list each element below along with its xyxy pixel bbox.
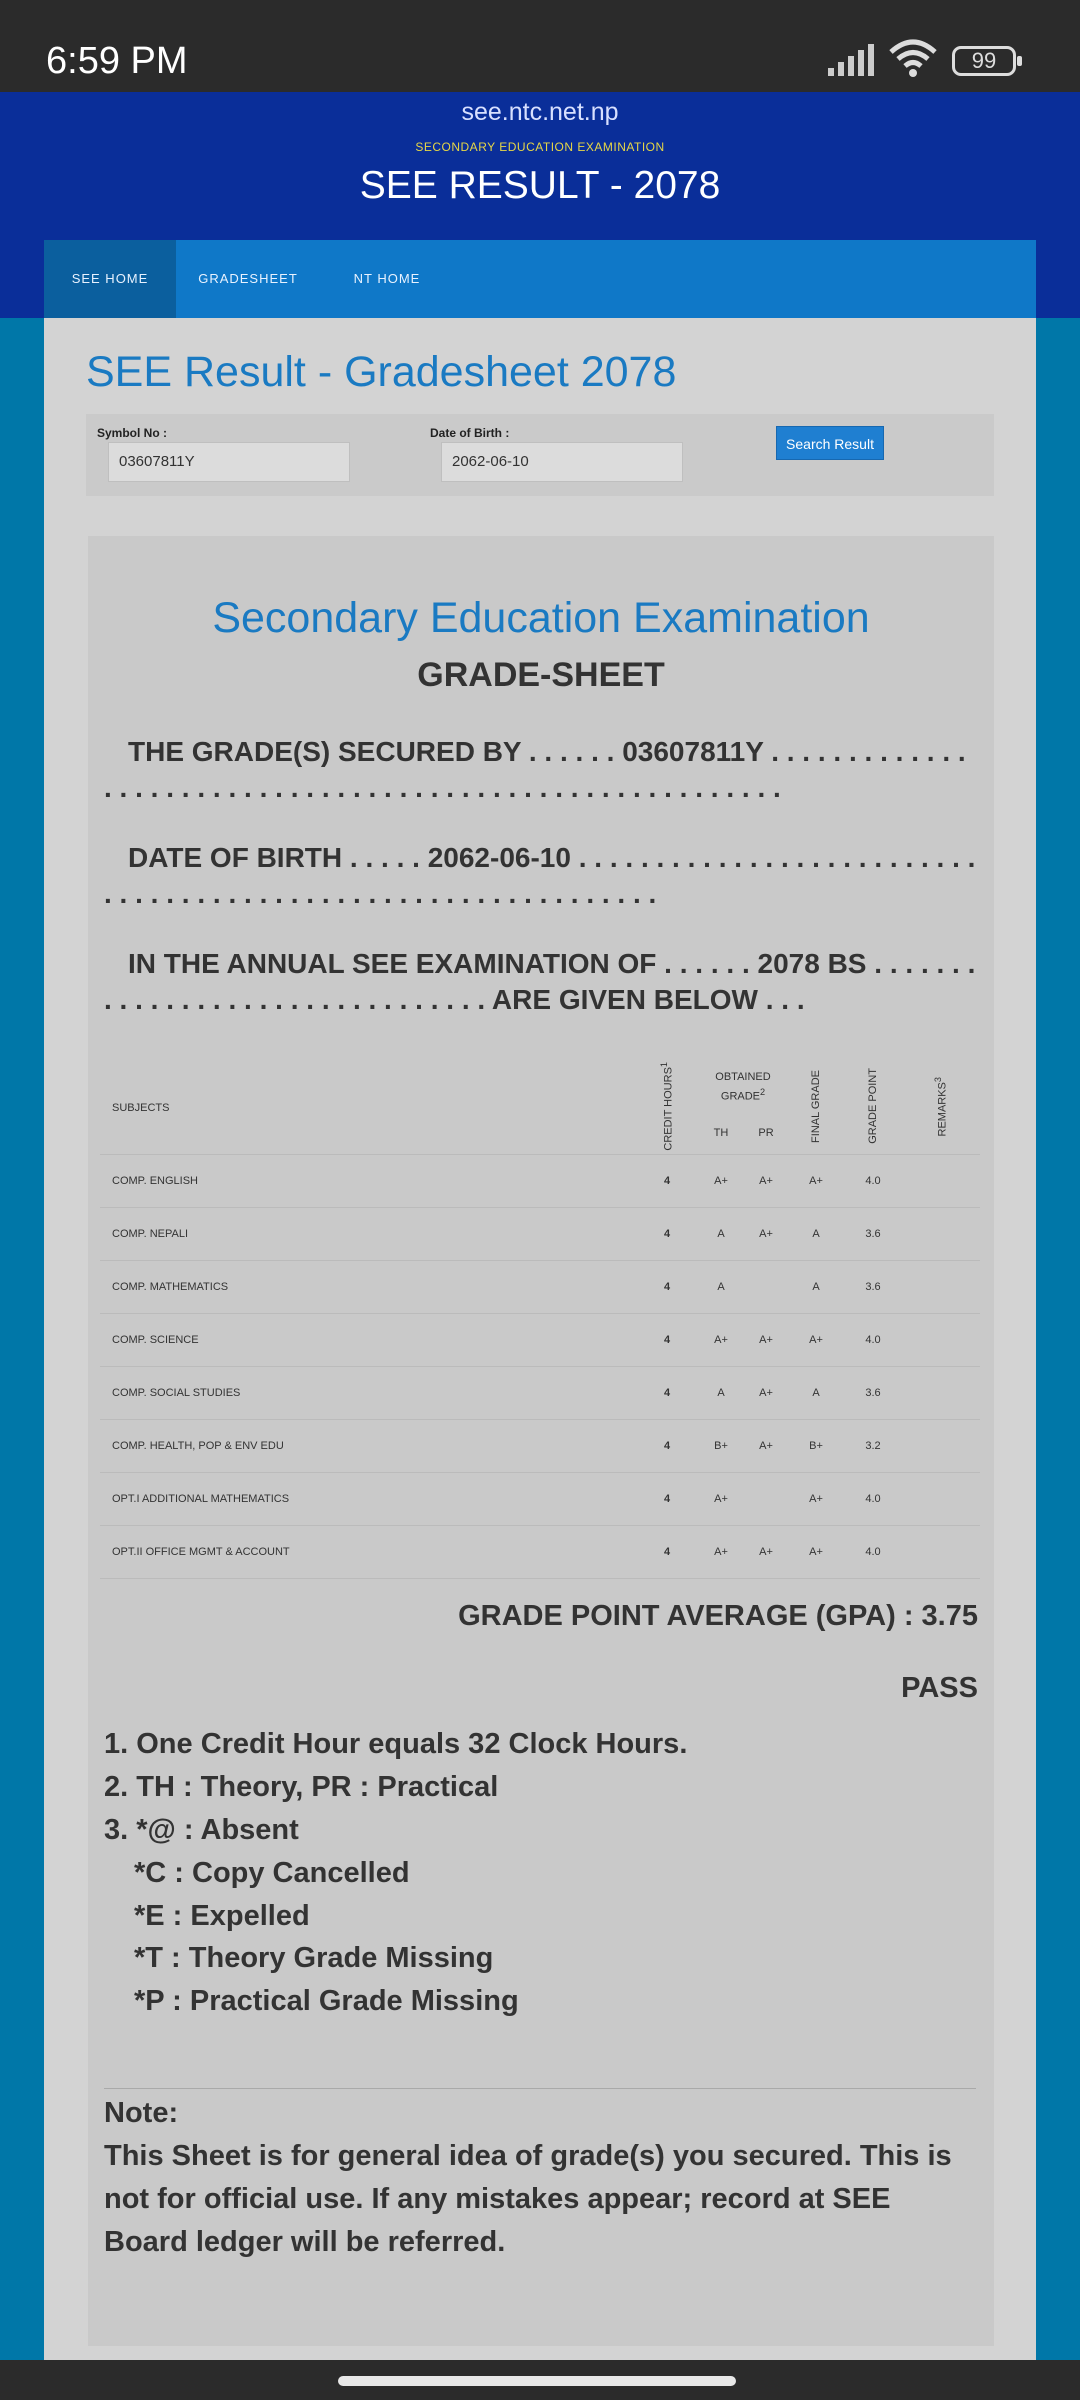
col-remarks: REMARKS$^3$ (902, 1062, 980, 1154)
remarks (902, 1366, 980, 1419)
table-row (100, 1525, 980, 1578)
grade-th: A (698, 1207, 744, 1260)
credit-hours: 4 (636, 1525, 698, 1578)
legend-item: 2. TH : Theory, PR : Practical (104, 1771, 499, 1803)
battery-icon: 99 (952, 46, 1016, 76)
final-grade: A+ (788, 1525, 844, 1578)
secured-by-line: THE GRADE(S) SECURED BY . . . . . . 03607811Y . . . . . . . . . . . . . . . . . . . . . . . . . . . . . . . . . . . . . . . . . . . . . . . . . . . . . . . . . (104, 736, 966, 803)
divider (104, 2088, 976, 2089)
table-row (100, 1154, 980, 1207)
grade-th: A+ (698, 1313, 744, 1366)
symbol-input[interactable]: 03607811Y (108, 442, 350, 482)
grade-th: A+ (698, 1154, 744, 1207)
subject-name: COMP. ENGLISH (100, 1154, 636, 1207)
subject-name: OPT.II OFFICE MGMT & ACCOUNT (100, 1525, 636, 1578)
sheet-subtitle: GRADE-SHEET (417, 656, 665, 694)
credit-hours: 4 (636, 1419, 698, 1472)
dob-line: DATE OF BIRTH . . . . . 2062-06-10 . . . . . . . . . . . . . . . . . . . . . . . . . . . . . . . . . . . . . . . . . . . . . . . . . . . . . . . . . . . . . . (104, 842, 976, 909)
table-row (100, 1207, 980, 1260)
credit-hours: 4 (636, 1207, 698, 1260)
grade-point: 4.0 (844, 1472, 902, 1525)
note-text: This Sheet is for general idea of grade(s) you secured. This is not for official use. If any mistakes appear; record at SEE Board ledger will be referred. (104, 2140, 952, 2258)
remarks (902, 1419, 980, 1472)
dob-input[interactable]: 2062-06-10 (441, 442, 683, 482)
sheet-title: Secondary Education Examination (212, 594, 870, 642)
legend-item: *E : Expelled (134, 1900, 310, 1932)
grade-th: A (698, 1260, 744, 1313)
grade-point: 3.2 (844, 1419, 902, 1472)
credit-hours: 4 (636, 1260, 698, 1313)
table-row (100, 1313, 980, 1366)
system-nav-bar (0, 2360, 1080, 2400)
final-grade: A (788, 1207, 844, 1260)
status-time: 6:59 PM (46, 40, 188, 82)
subject-name: COMP. SOCIAL STUDIES (100, 1366, 636, 1419)
final-grade: A+ (788, 1472, 844, 1525)
grade-th: A+ (698, 1472, 744, 1525)
header-subtitle: SECONDARY EDUCATION EXAMINATION (415, 140, 665, 154)
col-pr: PR (744, 1112, 788, 1154)
legend-item: *P : Practical Grade Missing (134, 1985, 519, 2017)
grade-th: A+ (698, 1525, 744, 1578)
remarks (902, 1313, 980, 1366)
dob-label: Date of Birth : (430, 426, 510, 440)
subject-name: COMP. NEPALI (100, 1207, 636, 1260)
remarks (902, 1525, 980, 1578)
table-row (100, 1419, 980, 1472)
credit-hours: 4 (636, 1313, 698, 1366)
legend-item: 3. *@ : Absent (104, 1814, 299, 1846)
header-title: SEE RESULT - 2078 (359, 164, 721, 207)
credit-hours: 4 (636, 1366, 698, 1419)
grade-point: 3.6 (844, 1207, 902, 1260)
subject-name: COMP. SCIENCE (100, 1313, 636, 1366)
grade-point: 3.6 (844, 1260, 902, 1313)
subject-name: OPT.I ADDITIONAL MATHEMATICS (100, 1472, 636, 1525)
nav-gradesheet[interactable]: GRADESHEET (198, 271, 298, 286)
remarks (902, 1472, 980, 1525)
grade-point: 4.0 (844, 1154, 902, 1207)
final-grade: B+ (788, 1419, 844, 1472)
grade-pr: A+ (744, 1525, 788, 1578)
exam-line: IN THE ANNUAL SEE EXAMINATION OF . . . . . . 2078 BS . . . . . . . . . . . . . . . . . . . . . . . . . . . . . . . . ARE GIVEN BELOW . . . (104, 948, 976, 1015)
grade-point: 4.0 (844, 1525, 902, 1578)
main-nav (44, 240, 1036, 318)
grade-point: 4.0 (844, 1313, 902, 1366)
table-row (100, 1260, 980, 1313)
legend-item: *C : Copy Cancelled (134, 1857, 410, 1889)
remarks (902, 1260, 980, 1313)
final-grade: A+ (788, 1313, 844, 1366)
grade-pr: A+ (744, 1313, 788, 1366)
grade-point: 3.6 (844, 1366, 902, 1419)
col-credit-hours: CREDIT HOURS$^1$ (636, 1062, 698, 1154)
note-heading: Note: (104, 2097, 179, 2129)
search-result-button[interactable]: Search Result (776, 426, 884, 460)
final-grade: A (788, 1260, 844, 1313)
result-status: PASS (901, 1672, 978, 1704)
col-subjects: SUBJECTS (100, 1062, 636, 1154)
col-th: TH (698, 1112, 744, 1154)
col-grade-point: GRADE POINT (844, 1062, 902, 1154)
note-block (104, 2092, 980, 2264)
col-final-grade: FINAL GRADE (788, 1062, 844, 1154)
wifi-icon (888, 38, 938, 78)
final-grade: A (788, 1366, 844, 1419)
grade-pr (744, 1472, 788, 1525)
remarks (902, 1207, 980, 1260)
home-gesture-handle[interactable] (338, 2376, 736, 2386)
legend-item: *T : Theory Grade Missing (134, 1942, 494, 1974)
legend-item: 1. One Credit Hour equals 32 Clock Hours. (104, 1728, 688, 1760)
table-row (100, 1366, 980, 1419)
site-domain: see.ntc.net.np (461, 98, 619, 126)
signal-icon (828, 44, 878, 76)
grade-pr: A+ (744, 1419, 788, 1472)
nav-nt-home[interactable]: NT HOME (353, 271, 421, 286)
grade-pr: A+ (744, 1366, 788, 1419)
grades-table (100, 1062, 980, 1579)
final-grade: A+ (788, 1154, 844, 1207)
credit-hours: 4 (636, 1472, 698, 1525)
page-title: SEE Result - Gradesheet 2078 (86, 348, 677, 396)
grade-pr (744, 1260, 788, 1313)
nav-see-home[interactable]: SEE HOME (44, 240, 176, 318)
subject-name: COMP. HEALTH, POP & ENV EDU (100, 1419, 636, 1472)
grade-pr: A+ (744, 1207, 788, 1260)
col-obtained-grade: OBTAINED GRADE$^2$ (715, 1070, 771, 1103)
gpa-value: GRADE POINT AVERAGE (GPA) : 3.75 (458, 1600, 978, 1632)
table-row (100, 1472, 980, 1525)
credit-hours: 4 (636, 1154, 698, 1207)
remarks (902, 1154, 980, 1207)
symbol-label: Symbol No : (97, 426, 168, 440)
subject-name: COMP. MATHEMATICS (100, 1260, 636, 1313)
status-bar (0, 0, 1080, 92)
grade-th: A (698, 1366, 744, 1419)
grade-th: B+ (698, 1419, 744, 1472)
grade-pr: A+ (744, 1154, 788, 1207)
